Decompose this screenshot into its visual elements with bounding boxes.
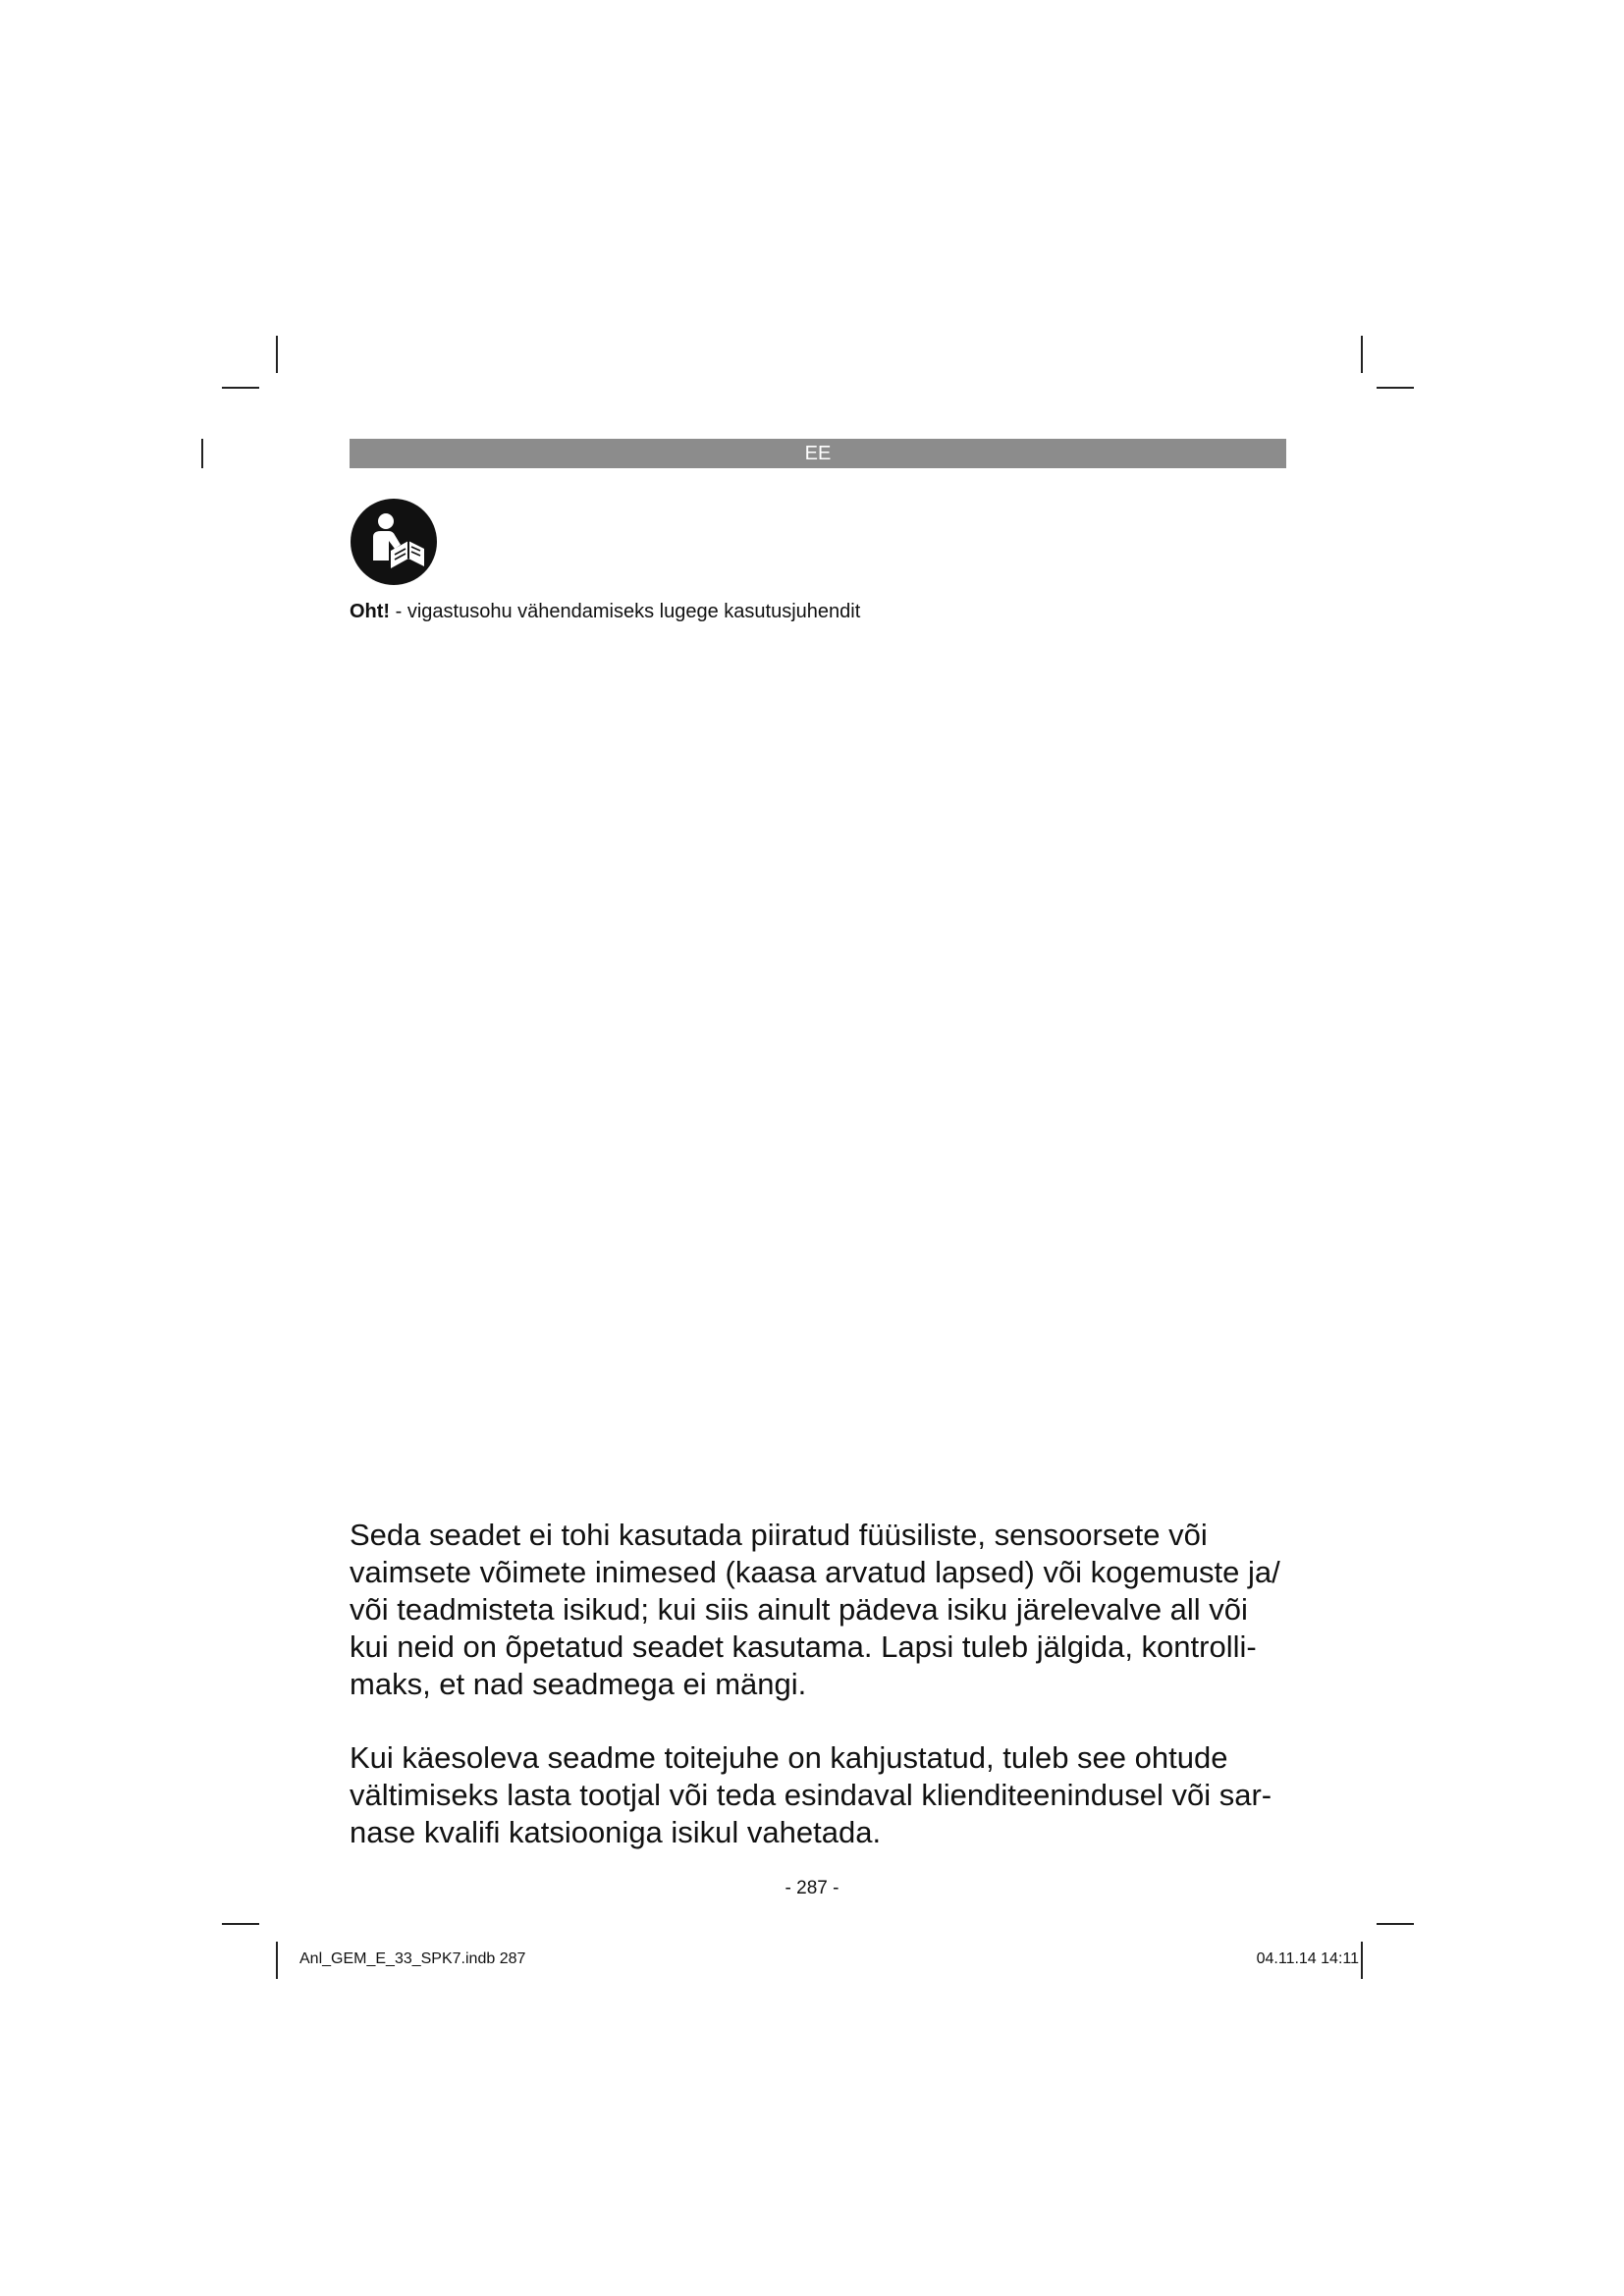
paragraph-line: või teadmisteta isikud; kui siis ainult pädeva isiku järelevalve all või [350, 1592, 1248, 1627]
crop-mark-left-side [201, 439, 203, 468]
paragraph-line: vaimsete võimete inimesed (kaasa arvatud lapsed) või kogemuste ja/ [350, 1555, 1280, 1589]
crop-mark-bottom-left-horizontal [222, 1923, 259, 1925]
paragraph-line: vältimiseks lasta tootjal või teda esindaval klienditeenindusel või sar- [350, 1778, 1272, 1812]
paragraph-line: Seda seadet ei tohi kasutada piiratud füüsiliste, sensoorsete või [350, 1518, 1208, 1552]
paragraph-line: nase kvalifi katsiooniga isikul vahetada. [350, 1815, 882, 1849]
warning-text [350, 599, 860, 624]
footer-file-name: Anl_GEM_E_33_SPK7.indb 287 [299, 1950, 526, 1967]
crop-mark-bottom-left-vertical [276, 1942, 278, 1979]
read-manual-icon [350, 498, 438, 586]
crop-mark-top-right-vertical [1361, 336, 1363, 373]
crop-mark-top-left-horizontal [222, 387, 259, 389]
paragraph-line: maks, et nad seadmega ei mängi. [350, 1667, 807, 1701]
language-header-bar [350, 439, 1286, 468]
page-number: - 287 - [785, 1878, 839, 1898]
crop-mark-top-right-horizontal [1377, 387, 1414, 389]
crop-mark-bottom-right-horizontal [1377, 1923, 1414, 1925]
crop-mark-bottom-right-vertical [1361, 1942, 1363, 1979]
language-code: EE [804, 443, 832, 464]
safety-paragraph-usage [350, 1517, 1292, 1703]
paragraph-line: kui neid on õpetatud seadet kasutama. Lapsi tuleb jälgida, kontrolli- [350, 1629, 1257, 1664]
warning-label: Oht! [350, 601, 391, 622]
paragraph-line: Kui käesoleva seadme toitejuhe on kahjustatud, tuleb see ohtude [350, 1740, 1228, 1775]
crop-mark-top-left-vertical [276, 336, 278, 373]
warning-description: - vigastusohu vähendamiseks lugege kasutusjuhendit [390, 601, 861, 622]
footer-timestamp: 04.11.14 14:11 [1256, 1950, 1359, 1967]
safety-paragraph-power-cord [350, 1739, 1292, 1851]
